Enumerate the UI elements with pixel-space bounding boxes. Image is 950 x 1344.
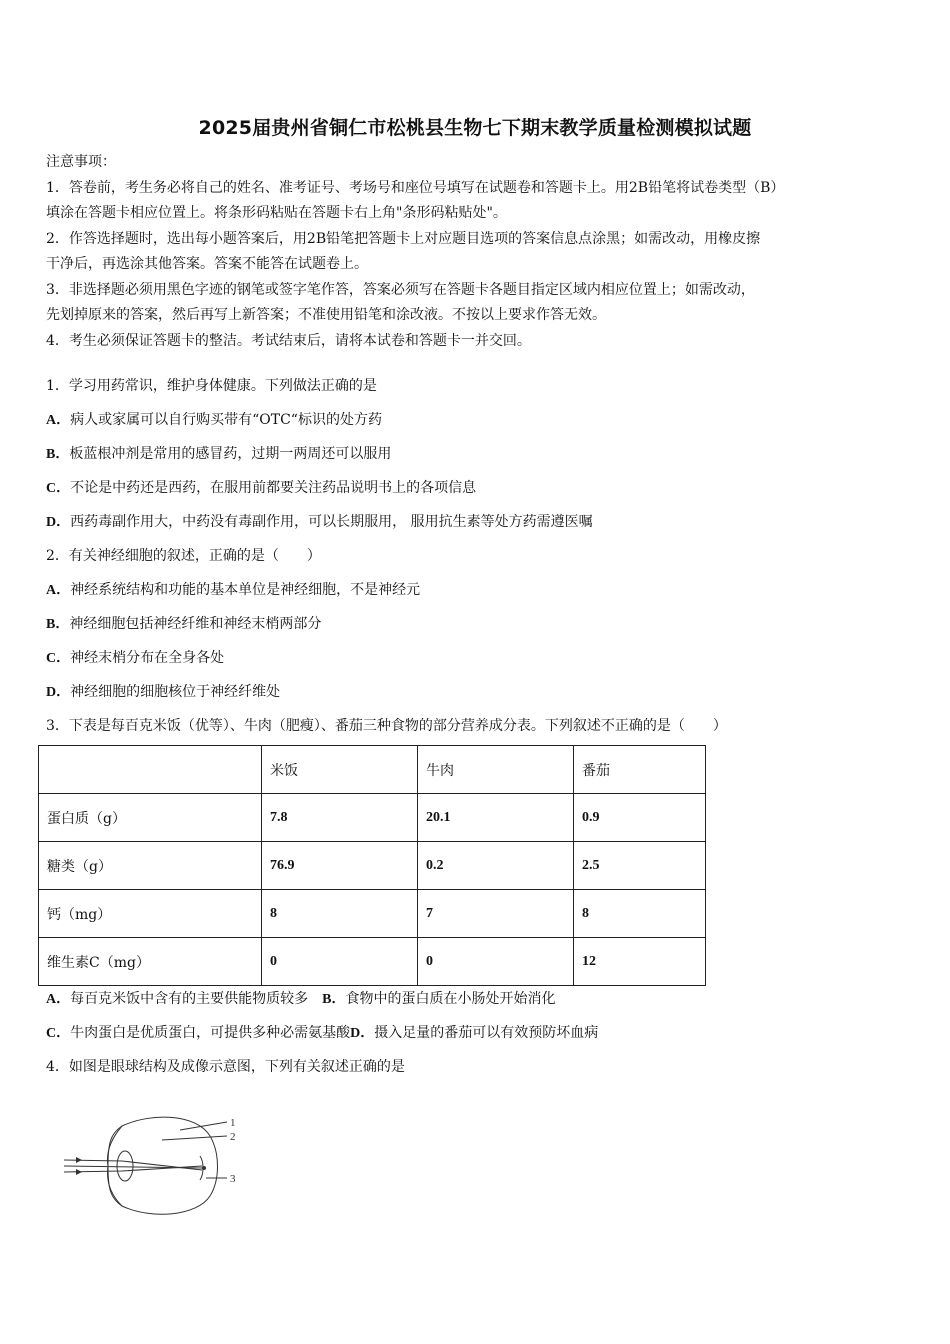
table-row <box>39 794 706 842</box>
option-text: 板蓝根冲剂是常用的感冒药，过期一两周还可以服用 <box>69 446 392 462</box>
question-2-option-d <box>46 681 280 701</box>
table-header-cell: 牛肉 <box>418 746 574 794</box>
question-3-options-line-2 <box>46 1022 598 1042</box>
option-letter: C． <box>46 481 71 496</box>
question-4-stem: 4．如图是眼球结构及成像示意图，下列有关叙述正确的是 <box>46 1059 405 1075</box>
diagram-label-2: 2 <box>230 1131 236 1143</box>
option-letter: D． <box>46 685 71 700</box>
option-letter: D． <box>46 515 71 530</box>
table-cell: 2.5 <box>574 842 706 890</box>
notice-line: 4．考生必须保证答题卡的整洁。考试结束后，请将本试卷和答题卡一并交回。 <box>46 332 531 349</box>
cornea <box>108 1126 122 1206</box>
question-1-option-c <box>46 477 476 497</box>
nutrition-table <box>38 745 706 986</box>
question-1-option-a <box>46 409 382 429</box>
option-text: 食物中的蛋白质在小肠处开始消化 <box>345 991 556 1007</box>
option-text: 病人或家属可以自行购买带有“OTC“标识的处方药 <box>70 412 382 428</box>
eyeball-diagram <box>62 1108 252 1223</box>
question-1-stem: 1．学习用药常识，维护身体健康。下列做法正确的是 <box>46 378 377 394</box>
option-letter: B． <box>46 447 70 462</box>
option-text: 西药毒副作用大，中药没有毒副作用，可以长期服用， 服用抗生素等处方药需遵医嘱 <box>70 514 593 530</box>
question-2-option-a <box>46 579 420 599</box>
table-row-label: 糖类（g） <box>39 842 262 890</box>
option-letter: C． <box>46 651 71 666</box>
question-3-options-line-1 <box>46 988 555 1008</box>
notice-line: 2．作答选择题时，选出每小题答案后，用2B铅笔把答题卡上对应题目选项的答案信息点涂黑；如需改动，用橡皮擦 <box>46 230 761 247</box>
table-cell: 7 <box>418 890 574 938</box>
diagram-label-3: 3 <box>230 1173 236 1185</box>
table-cell: 7.8 <box>262 794 418 842</box>
option-text: 不论是中药还是西药，在服用前都要关注药品说明书上的各项信息 <box>70 480 477 496</box>
option-text: 神经细胞的细胞核位于神经纤维处 <box>70 684 281 700</box>
table-row-label: 钙（mg） <box>39 890 262 938</box>
arrow-head <box>76 1169 82 1175</box>
table-header-cell <box>39 746 262 794</box>
notice-section <box>46 150 906 354</box>
table-cell: 0.2 <box>418 842 574 890</box>
option-text: 神经细胞包括神经纤维和神经末梢两部分 <box>69 616 322 632</box>
question-1-option-d <box>46 511 593 531</box>
question-2-option-c <box>46 647 224 667</box>
table-header-cell: 番茄 <box>574 746 706 794</box>
option-letter: B． <box>322 992 346 1007</box>
table-header-cell: 米饭 <box>262 746 418 794</box>
question-2-option-b <box>46 613 321 633</box>
table-row-label: 维生素C（mg） <box>39 938 262 986</box>
table-cell: 12 <box>574 938 706 986</box>
option-text: 神经系统结构和功能的基本单位是神经细胞，不是神经元 <box>70 582 421 598</box>
question-2-stem: 2．有关神经细胞的叙述，正确的是（ ） <box>46 548 321 564</box>
option-text: 摄入足量的番茄可以有效预防坏血病 <box>374 1025 599 1041</box>
table-row <box>39 842 706 890</box>
arrow-head <box>76 1157 82 1163</box>
lens <box>117 1151 133 1181</box>
table-cell: 8 <box>262 890 418 938</box>
option-text: 每百克米饭中含有的主要供能物质较多 <box>70 991 323 1007</box>
question-3-stem: 3．下表是每百克米饭（优等）、牛肉（肥瘦）、番茄三种食物的部分营养成分表。下列叙述不正确的是（ ） <box>46 718 727 734</box>
table-cell: 76.9 <box>262 842 418 890</box>
page-title: 2025届贵州省铜仁市松桃县生物七下期末教学质量检测模拟试题 <box>198 117 752 139</box>
option-letter: D． <box>350 1026 375 1041</box>
table-cell: 0 <box>262 938 418 986</box>
notice-line: 3．非选择题必须用黑色字迹的钢笔或签字笔作答，答案必须写在答题卡各题目指定区域内相应位置上；如需改动， <box>46 281 755 298</box>
option-letter: C． <box>46 1026 71 1041</box>
option-text: 神经末梢分布在全身各处 <box>70 650 225 666</box>
option-letter: A． <box>46 413 71 428</box>
table-row-label: 蛋白质（g） <box>39 794 262 842</box>
option-text: 牛肉蛋白是优质蛋白，可提供多种必需氨基酸 <box>70 1025 351 1041</box>
diagram-label-1: 1 <box>230 1117 236 1129</box>
notice-line: 1．答卷前，考生务必将自己的姓名、准考证号、考场号和座位号填写在试题卷和答题卡上。用2B铅笔将试卷类型（B） <box>46 179 785 196</box>
pointer-line-2 <box>162 1136 227 1140</box>
table-cell: 0 <box>418 938 574 986</box>
notice-heading: 注意事项： <box>46 154 116 170</box>
option-letter: A． <box>46 992 71 1007</box>
notice-line: 干净后，再选涂其他答案。答案不能答在试题卷上。 <box>46 256 368 272</box>
notice-line: 先划掉原来的答案，然后再写上新答案；不准使用铅笔和涂改液。不按以上要求作答无效。 <box>46 307 606 323</box>
table-cell: 0.9 <box>574 794 706 842</box>
table-row <box>39 890 706 938</box>
option-letter: A． <box>46 583 71 598</box>
notice-line: 填涂在答题卡相应位置上。将条形码粘贴在答题卡右上角"条形码粘贴处"。 <box>46 205 507 221</box>
option-letter: B． <box>46 617 70 632</box>
table-row <box>39 938 706 986</box>
table-cell: 8 <box>574 890 706 938</box>
focal-point <box>202 1166 206 1170</box>
table-header-row <box>39 746 706 794</box>
question-1-option-b <box>46 443 391 463</box>
table-cell: 20.1 <box>418 794 574 842</box>
